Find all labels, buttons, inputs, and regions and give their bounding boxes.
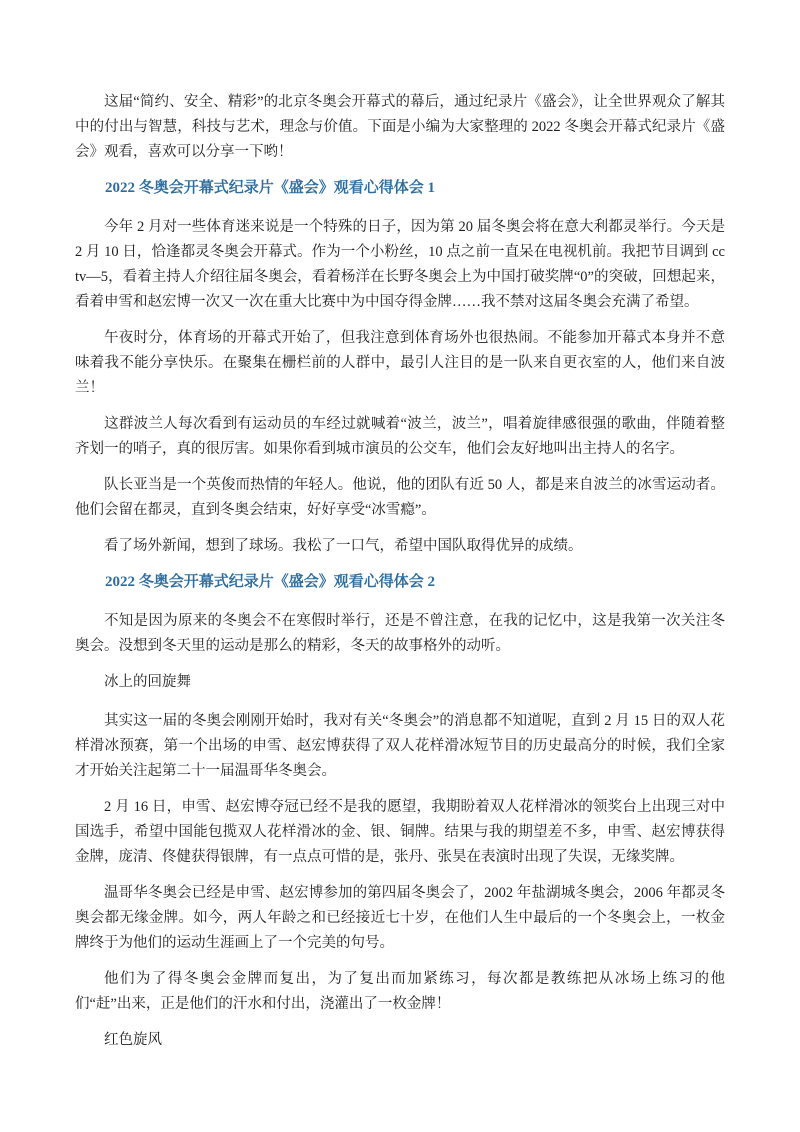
section-heading-2: 2022 冬奥会开幕式纪录片《盛会》观看心得体会 2 — [105, 574, 436, 590]
subheading-ice-dance: 冰上的回旋舞 — [104, 674, 191, 690]
doc-paragraph: 看了场外新闻，想到了球场。我松了一口气，希望中国队取得优异的成绩。 — [104, 538, 583, 554]
doc-paragraph: 其实这一届的冬奥会刚刚开始时，我对有关“冬奥会”的消息都不知道呢，直到 2 月 15 日的双人花样滑冰预赛，第一个出场的申雪、赵宏博获得了双人花样滑冰短节目的历史最高分的时候，我们全家才开始关注起第二十一届温哥华冬奥会。 — [75, 713, 725, 779]
section-heading-1: 2022 冬奥会开幕式纪录片《盛会》观看心得体会 1 — [105, 180, 436, 196]
doc-paragraph: 2 月 16 日，申雪、赵宏博夺冠已经不是我的愿望，我期盼着双人花样滑冰的领奖台上出现三对中国选手，希望中国能包揽双人花样滑冰的金、银、铜牌。结果与我的期望差不多，申雪、赵宏博获得金牌，庞清、佟健获得银牌，有一点点可惜的是，张丹、张昊在表演时出现了失误，无缘奖牌。 — [75, 799, 725, 865]
doc-paragraph: 今年 2 月对一些体育迷来说是一个特殊的日子，因为第 20 届冬奥会将在意大利都灵举行。今天是 2 月 10 日，恰逢都灵冬奥会开幕式。作为一个小粉丝，10 点之前一直呆在电视机前。我把节目调到 cctv—5，看着主持人介绍往届冬奥会，看着杨洋在长野冬奥会上为中国打破奖牌“0”的突破，回想起来，看着申雪和赵宏博一次又一次在重大比赛中为中国夺得金牌……我不禁对这届冬奥会充满了希望。 — [75, 219, 725, 310]
doc-paragraph: 不知是因为原来的冬奥会不在寒假时举行，还是不曾注意，在我的记忆中，这是我第一次关注冬奥会。没想到冬天里的运动是那么的精彩，冬天的故事格外的动听。 — [75, 613, 725, 654]
doc-paragraph: 他们为了得冬奥会金牌而复出，为了复出而加紧练习，每次都是教练把从冰场上练习的他们“赶”出来，正是他们的汗水和付出，浇灌出了一枚金牌！ — [75, 971, 725, 1012]
doc-paragraph: 午夜时分，体育场的开幕式开始了，但我注意到体育场外也很热闹。不能参加开幕式本身并不意味着我不能分享快乐。在聚集在栅栏前的人群中，最引人注目的是一队来自更衣室的人，他们来自波兰！ — [75, 330, 725, 396]
doc-paragraph: 队长亚当是一个英俊而热情的年轻人。他说，他的团队有近 50 人，都是来自波兰的冰雪运动者。他们会留在都灵，直到冬奥会结束，好好享受“冰雪瘾”。 — [75, 477, 725, 518]
doc-paragraph: 这群波兰人每次看到有运动员的车经过就喊着“波兰，波兰”，唱着旋律感很强的歌曲，伴随着整齐划一的哨子，真的很厉害。如果你看到城市演员的公交车，他们会友好地叫出主持人的名字。 — [75, 416, 725, 457]
doc-paragraph: 温哥华冬奥会已经是申雪、赵宏博参加的第四届冬奥会了，2002 年盐湖城冬奥会，2006 年都灵冬奥会都无缘金牌。如今，两人年龄之和已经接近七十岁，在他们人生中最后的一个冬奥会上，一枚金牌终于为他们的运动生涯画上了一个完美的句号。 — [75, 885, 725, 951]
intro-paragraph: 这届“简约、安全、精彩”的北京冬奥会开幕式的幕后，通过纪录片《盛会》，让全世界观众了解其中的付出与智慧，科技与艺术，理念与价值。下面是小编为大家整理的 2022 冬奥会开幕式纪录片《盛会》观看，喜欢可以分享一下哟！ — [75, 94, 725, 160]
subheading-red-whirlwind: 红色旋风 — [104, 1032, 162, 1048]
